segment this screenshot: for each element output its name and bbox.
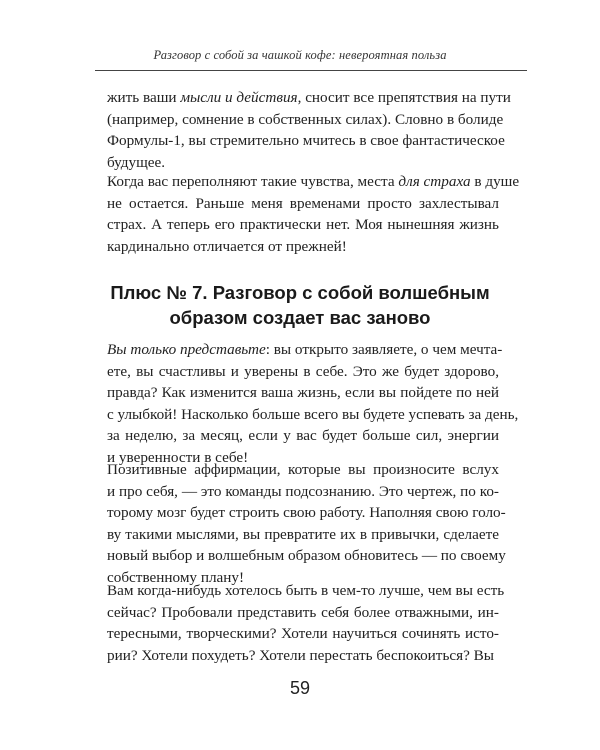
- text-line: [107, 382, 499, 404]
- text-line: [107, 459, 499, 481]
- italic-text: для страха: [398, 173, 471, 190]
- section-heading-line-1: Плюс № 7. Разговор с собой волшебным: [110, 282, 490, 303]
- text-run: : вы открыто заявляете, о чем мечта-: [265, 341, 503, 358]
- text-run: (например, сомнение в собственных силах). Словно в болиде: [107, 110, 504, 128]
- text-run: за неделю, за месяц, если у вас будет больше сил, энергии: [107, 427, 499, 445]
- text-run: страх. А теперь его практически нет. Моя нынешняя жизнь: [107, 216, 499, 234]
- paragraph-1: [107, 87, 511, 173]
- text-run: правда? Как изменится ваша жизнь, если вы пойдете по ней: [107, 384, 499, 402]
- text-run: в душе: [470, 173, 520, 190]
- text-line: [107, 481, 499, 503]
- text-line: [107, 404, 519, 426]
- italic-text: мысли и действия: [180, 89, 298, 106]
- paragraph-4: [107, 459, 506, 589]
- text-line: [107, 339, 503, 361]
- text-run: рии? Хотели похудеть? Хотели перестать беспокоиться? Вы: [107, 646, 494, 664]
- text-run: тересными, творческими? Хотели научиться сочинять исто-: [107, 625, 499, 643]
- text-run: жить ваши: [107, 89, 181, 106]
- text-run: Вам когда-нибудь хотелось быть в чем-то лучше, чем вы есть: [107, 582, 505, 599]
- text-run: сейчас? Пробовали представить себя более отважными, ин-: [107, 603, 499, 621]
- text-line: [107, 236, 499, 258]
- text-run: будущее.: [107, 153, 166, 171]
- paragraph-2: [107, 171, 520, 257]
- text-line: [107, 580, 505, 602]
- text-line: [107, 502, 506, 524]
- text-line: [107, 171, 520, 193]
- text-run: ву такими мыслями, вы превратите их в привычки, сделаете: [107, 525, 499, 543]
- text-line: [107, 130, 505, 152]
- section-heading-line-2: образом создает вас заново: [169, 307, 431, 328]
- text-line: [107, 87, 511, 109]
- text-run: , сносит все препятствия на пути: [297, 89, 511, 106]
- paragraph-3: [107, 339, 519, 469]
- text-run: Формулы-1, вы стремительно мчитесь в свое фантастическое: [107, 132, 505, 150]
- text-run: новый выбор и волшебным образом обновитесь — по своему: [107, 547, 506, 565]
- paragraph-5: [107, 580, 505, 666]
- text-run: не остается. Раньше меня временами просто захлестывал: [107, 194, 499, 212]
- text-run: с улыбкой! Насколько больше всего вы будете успевать за день,: [107, 405, 519, 423]
- text-line: [107, 602, 499, 624]
- header-rule: [95, 70, 527, 71]
- running-head: Разговор с собой за чашкой кофе: невероятная польза: [153, 48, 447, 62]
- text-line: [107, 524, 499, 546]
- italic-text: Вы только представьте: [107, 341, 266, 358]
- text-run: собственному плану!: [107, 568, 245, 586]
- section-heading: [0, 280, 600, 330]
- text-line: [107, 545, 506, 567]
- text-run: и про себя, — это команды подсознанию. Это чертеж, по ко-: [107, 482, 499, 500]
- page-number: 59: [289, 678, 311, 698]
- text-run: Позитивные аффирмации, которые вы произносите вслух: [107, 461, 499, 478]
- text-line: [107, 193, 499, 215]
- text-line: [107, 361, 499, 383]
- text-line: [107, 109, 504, 131]
- text-line: [107, 214, 499, 236]
- text-run: Когда вас переполняют такие чувства, места: [107, 173, 399, 190]
- text-line: [107, 645, 499, 667]
- text-run: торому мозг будет строить свою работу. Наполняя свою голо-: [107, 504, 506, 522]
- text-run: и уверенности в себе!: [107, 448, 249, 466]
- text-run: ете, вы счастливы и уверены в себе. Это же будет здорово,: [107, 362, 499, 380]
- text-run: кардинально отличается от прежней!: [107, 237, 347, 255]
- text-line: [107, 425, 499, 447]
- text-line: [107, 623, 499, 645]
